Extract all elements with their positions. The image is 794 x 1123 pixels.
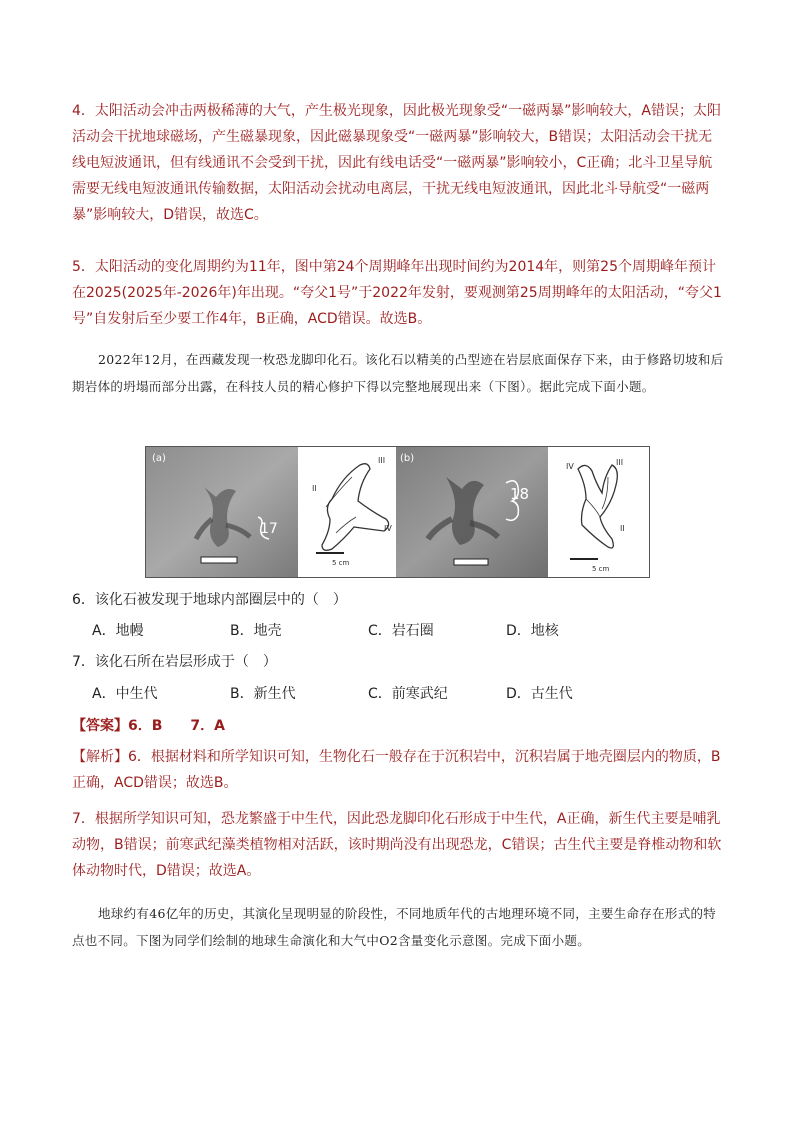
photo-a-mark: 17: [260, 521, 278, 537]
drawing-b: [548, 447, 649, 577]
option-6d[interactable]: D．地核: [506, 623, 559, 639]
explanation-5: 5．太阳活动的变化周期约为11年，图中第24个周期峰年出现时间约为2014年，则第25个周期峰年预计在2025(2025年-2026年)年出现。“夸父1号”于2022年发射，要观测第25周期峰年的太阳活动，“夸父1号”自发射后至少要工作4年，B正确，ACD错误。故选B。: [72, 259, 722, 327]
drawing-a-label-iii: III: [378, 456, 386, 465]
drawing-a-scale: 5 cm: [332, 559, 350, 567]
drawing-b-label-iii: III: [616, 458, 624, 467]
option-7c[interactable]: C．前寒武纪: [368, 686, 448, 702]
dinosaur-footprint-figure: [145, 446, 650, 578]
option-7d[interactable]: D．古生代: [506, 686, 573, 702]
photo-b-mark: 18: [510, 485, 530, 503]
option-6c[interactable]: C．岩石圈: [368, 623, 434, 639]
drawing-a-label-ii: II: [312, 484, 317, 493]
drawing-b-label-ii: II: [620, 524, 625, 533]
intro-paragraph-fossil: 2022年12月，在西藏发现一枚恐龙脚印化石。该化石以精美的凸型迹在岩层底面保存下来，由于修路切坡和后期岩体的坍塌而部分出露，在科技人员的精心修护下得以完整地展现出来（下图）。据此完成下面小题。: [72, 352, 724, 394]
drawing-b-scale: 5 cm: [592, 565, 610, 573]
answer-line: 【答案】6．B 7．A: [72, 718, 225, 734]
drawing-a-label-iv: IV: [384, 524, 392, 533]
analysis-7: 7．根据所学知识可知，恐龙繁盛于中生代，因此恐龙脚印化石形成于中生代，A正确，新生代主要是哺乳动物，B错误；前寒武纪藻类植物相对活跃，该时期尚没有出现恐龙，C错误；古生代主要是脊椎动物和软体动物时代，D错误；故选A。: [72, 811, 722, 879]
question-7: 7．该化石所在岩层形成于（ ）: [72, 654, 277, 670]
panel-b-label: (b): [400, 453, 415, 464]
analysis-6: 【解析】6．根据材料和所学知识可知，生物化石一般存在于沉积岩中，沉积岩属于地壳圈层内的物质，B正确，ACD错误；故选B。: [72, 749, 721, 791]
question-6-options: [92, 621, 652, 641]
explanation-4: 4．太阳活动会冲击两极稀薄的大气，产生极光现象，因此极光现象受“一磁两暴”影响较大，A错误；太阳活动会干扰地球磁场，产生磁暴现象，因此磁暴现象受“一磁两暴”影响较大，B错误；太阳活动会干扰无线电短波通讯，但有线通讯不会受到干扰，因此有线电话受“一磁两暴”影响较小，C正确；北斗卫星导航需要无线电短波通讯传输数据，太阳活动会扰动电离层，干扰无线电短波通讯，因此北斗导航受“一磁两暴”影响较大，D错误，故选C。: [72, 103, 721, 223]
option-6b[interactable]: B．地壳: [230, 623, 282, 639]
option-6a[interactable]: A．地幔: [92, 623, 144, 639]
intro-paragraph-evolution: 地球约有46亿年的历史，其演化呈现明显的阶段性，不同地质年代的古地理环境不同，主要生命存在形式的特点也不同。下图为同学们绘制的地球生命演化和大气中O2含量变化示意图。完成下面小题。: [72, 906, 717, 948]
question-7-options: [92, 684, 652, 704]
drawing-a: [298, 447, 396, 577]
footprint-figure-svg: [146, 447, 649, 577]
option-7a[interactable]: A．中生代: [92, 686, 158, 702]
panel-a-label: (a): [152, 453, 166, 464]
option-7b[interactable]: B．新生代: [230, 686, 296, 702]
question-6: 6．该化石被发现于地球内部圈层中的（ ）: [72, 592, 347, 608]
drawing-b-label-iv: IV: [566, 462, 574, 471]
